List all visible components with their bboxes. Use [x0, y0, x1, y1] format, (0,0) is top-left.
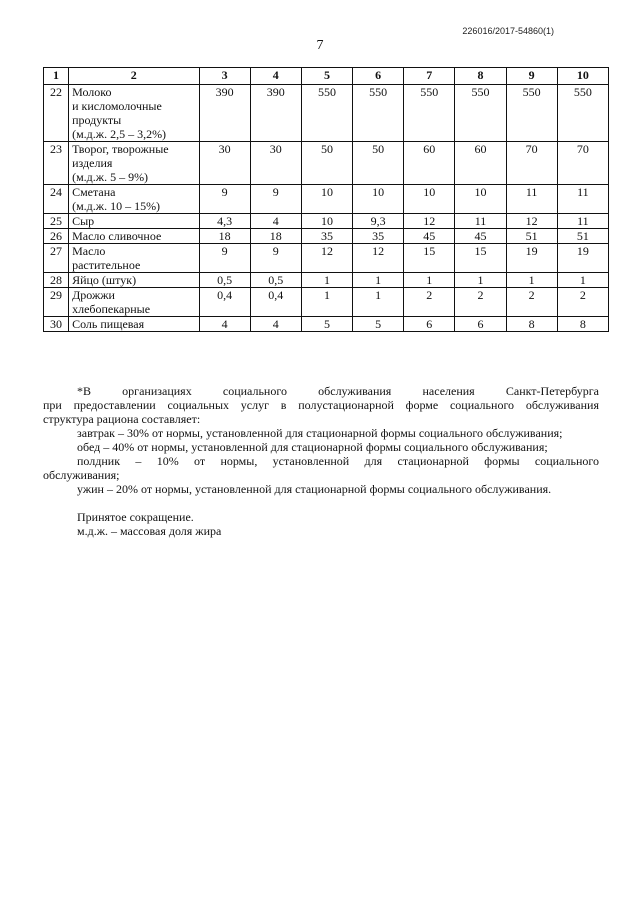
product-name [69, 244, 199, 273]
norm-value: 10 [353, 185, 404, 214]
table-row [44, 85, 609, 142]
norm-value: 30 [250, 142, 301, 185]
row-number: 26 [44, 229, 69, 244]
norm-value: 1 [404, 273, 455, 288]
product-name-line: Сыр [72, 214, 95, 228]
norm-value: 9 [250, 244, 301, 273]
norm-value: 10 [404, 185, 455, 214]
column-header: 7 [404, 68, 455, 85]
norm-value: 1 [301, 288, 352, 317]
table-row [44, 229, 609, 244]
product-name [69, 288, 199, 317]
document-id: 226016/2017-54860(1) [462, 26, 554, 36]
column-header: 4 [250, 68, 301, 85]
abbreviation-text: м.д.ж. – массовая доля жира [77, 524, 222, 538]
norm-value: 5 [301, 317, 352, 332]
norm-value: 19 [506, 244, 557, 273]
norm-value: 12 [404, 214, 455, 229]
norm-value: 1 [455, 273, 506, 288]
row-number: 24 [44, 185, 69, 214]
table-row [44, 317, 609, 332]
norm-value: 0,4 [199, 288, 250, 317]
norm-value: 6 [404, 317, 455, 332]
product-name-line: Творог, творожные [72, 142, 169, 156]
norm-value: 8 [506, 317, 557, 332]
norm-value: 550 [455, 85, 506, 142]
norm-value: 70 [506, 142, 557, 185]
column-header: 1 [44, 68, 69, 85]
table-row [44, 214, 609, 229]
norm-value: 2 [455, 288, 506, 317]
norm-value: 2 [506, 288, 557, 317]
product-name-line: хлебопекарные [72, 302, 151, 316]
norm-value: 8 [557, 317, 608, 332]
norm-value: 35 [301, 229, 352, 244]
footnote-breakfast: завтрак – 30% от нормы, установленной для стационарной формы социального обслуживания; [77, 426, 563, 440]
norm-value: 2 [557, 288, 608, 317]
table-row [44, 244, 609, 273]
norm-value: 10 [455, 185, 506, 214]
product-name-line: (м.д.ж. 10 – 15%) [72, 199, 161, 213]
product-name-line: продукты [72, 113, 122, 127]
product-name-line: изделия [72, 156, 113, 170]
norm-value: 550 [557, 85, 608, 142]
norm-value: 1 [506, 273, 557, 288]
norm-value: 9 [199, 185, 250, 214]
norm-value: 2 [404, 288, 455, 317]
norm-value: 550 [301, 85, 352, 142]
norm-value: 51 [557, 229, 608, 244]
norm-value: 50 [353, 142, 404, 185]
norm-value: 70 [557, 142, 608, 185]
norm-value: 9,3 [353, 214, 404, 229]
norm-value: 550 [506, 85, 557, 142]
footnote-snack-cont: обслуживания; [43, 468, 120, 482]
norm-value: 1 [353, 288, 404, 317]
norm-value: 4,3 [199, 214, 250, 229]
footnotes [43, 384, 599, 538]
table-row [44, 142, 609, 185]
food-norms-table [43, 67, 609, 332]
product-name [69, 214, 199, 229]
norm-value: 18 [199, 229, 250, 244]
product-name-line: Масло [72, 244, 106, 258]
norm-value: 30 [199, 142, 250, 185]
page-number: 7 [316, 38, 324, 53]
product-name-line: Молоко [72, 85, 112, 99]
product-name-line: Масло сливочное [72, 229, 162, 243]
product-name-line: Яйцо (штук) [72, 273, 137, 287]
product-name-line: Соль пищевая [72, 317, 145, 331]
footnote-intro-line: *В организациях социального обслуживания населения Санкт-Петербурга [77, 384, 599, 398]
product-name-line: Сметана [72, 185, 116, 199]
norm-value: 11 [506, 185, 557, 214]
norm-value: 9 [250, 185, 301, 214]
norm-value: 4 [199, 317, 250, 332]
table-row [44, 273, 609, 288]
column-header: 5 [301, 68, 352, 85]
norm-value: 60 [404, 142, 455, 185]
product-name-line: растительное [72, 258, 141, 272]
product-name [69, 317, 199, 332]
product-name-line: Дрожжи [72, 288, 115, 302]
table-body [44, 85, 609, 332]
norm-value: 60 [455, 142, 506, 185]
row-number: 27 [44, 244, 69, 273]
column-header: 10 [557, 68, 608, 85]
table-row [44, 288, 609, 317]
row-number: 22 [44, 85, 69, 142]
product-name [69, 273, 199, 288]
norm-value: 12 [506, 214, 557, 229]
product-name [69, 85, 199, 142]
norm-value: 4 [250, 214, 301, 229]
product-name [69, 185, 199, 214]
row-number: 28 [44, 273, 69, 288]
norm-value: 11 [557, 185, 608, 214]
product-name-line: и кисломолочные [72, 99, 162, 113]
norm-value: 1 [301, 273, 352, 288]
footnote-intro-line: структура рациона составляет: [43, 412, 201, 426]
norm-value: 6 [455, 317, 506, 332]
norm-value: 50 [301, 142, 352, 185]
footnote-lunch: обед – 40% от нормы, установленной для стационарной формы социального обслуживания; [77, 440, 548, 454]
column-header: 9 [506, 68, 557, 85]
norm-value: 0,5 [250, 273, 301, 288]
footnote-dinner: ужин – 20% от нормы, установленной для стационарной формы социального обслуживания. [77, 482, 552, 496]
footnote-snack: полдник – 10% от нормы, установленной для стационарной формы социального [77, 454, 599, 468]
row-number: 23 [44, 142, 69, 185]
column-header: 8 [455, 68, 506, 85]
norm-value: 15 [404, 244, 455, 273]
norm-value: 11 [557, 214, 608, 229]
product-name [69, 142, 199, 185]
row-number: 30 [44, 317, 69, 332]
table-row [44, 185, 609, 214]
norm-value: 9 [199, 244, 250, 273]
norm-value: 12 [353, 244, 404, 273]
norm-value: 45 [404, 229, 455, 244]
norm-value: 51 [506, 229, 557, 244]
column-header: 6 [353, 68, 404, 85]
norm-value: 5 [353, 317, 404, 332]
norm-value: 1 [353, 273, 404, 288]
norm-value: 390 [199, 85, 250, 142]
norm-value: 11 [455, 214, 506, 229]
norm-value: 1 [557, 273, 608, 288]
norm-value: 10 [301, 185, 352, 214]
norm-value: 0,5 [199, 273, 250, 288]
norm-value: 390 [250, 85, 301, 142]
abbreviation-title: Принятое сокращение. [77, 510, 194, 524]
product-name-line: (м.д.ж. 2,5 – 3,2%) [72, 127, 167, 141]
norm-value: 550 [404, 85, 455, 142]
row-number: 25 [44, 214, 69, 229]
norm-value: 4 [250, 317, 301, 332]
footnote-intro-line: при предоставлении социальных услуг в полустационарной форме социального обслуживания [43, 398, 599, 412]
norm-value: 10 [301, 214, 352, 229]
norm-value: 550 [353, 85, 404, 142]
norm-value: 35 [353, 229, 404, 244]
norm-value: 18 [250, 229, 301, 244]
table-header-row [44, 68, 609, 85]
row-number: 29 [44, 288, 69, 317]
product-name [69, 229, 199, 244]
norm-value: 19 [557, 244, 608, 273]
norm-value: 45 [455, 229, 506, 244]
norm-value: 15 [455, 244, 506, 273]
product-name-line: (м.д.ж. 5 – 9%) [72, 170, 149, 184]
norm-value: 12 [301, 244, 352, 273]
norm-value: 0,4 [250, 288, 301, 317]
column-header: 3 [199, 68, 250, 85]
column-header: 2 [69, 68, 199, 85]
